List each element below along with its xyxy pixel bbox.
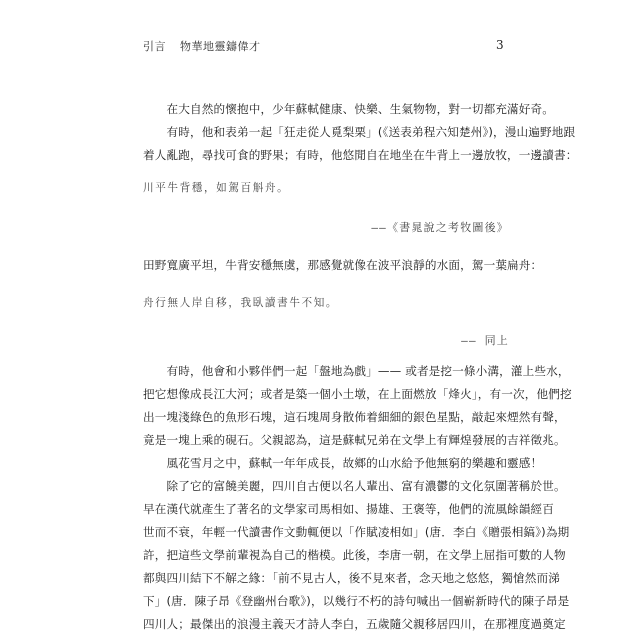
text-line: 出一塊淺綠色的魚形石塊，這石塊周身散佈着細細的銀色星點，敲起來煙然有聲， <box>143 410 566 424</box>
quote-2: 舟行無人岸自移，我臥讀書牛不知。 <box>143 297 339 309</box>
text-line: 有時，他和表弟一起「狂走從人覓梨栗」(《送表弟程六知楚州》)，漫山遍野地跟 <box>143 125 576 139</box>
citation-1: ——《書晁說之考牧圖後》 <box>371 221 509 234</box>
text-line: 下」(唐．陳子昂《登幽州台歌》)，以幾行不朽的詩句喊出一個嶄新時代的陳子昂是 <box>143 594 570 608</box>
text-line: 在大自然的懷抱中，少年蘇軾健康、快樂、生氣物物，對一切都充滿好奇。 <box>143 102 555 116</box>
citation-2: —— 同上 <box>461 334 509 347</box>
text-line: 除了它的富饒美麗，四川自古便以名人輩出、富有濃鬱的文化氛圍著稱於世。 <box>143 479 566 493</box>
text-line: 早在漢代就產生了著名的文學家司馬相如、揚雄、王褒等，他們的流風餘韻經百 <box>143 502 555 516</box>
chapter-title: 物華地靈鑄偉才 <box>180 40 261 53</box>
text-line: 風花雪月之中，蘇軾一年年成長，故鄉的山水給予他無窮的樂趣和靈感！ <box>143 456 543 470</box>
text-line: 都與四川結下不解之緣：「前不見古人，後不見來者，念天地之悠悠，獨愴然而涕 <box>143 571 560 585</box>
quote-1: 川平牛背穩，如駕百斛舟。 <box>143 182 290 194</box>
text-line: 世而不衰，年輕一代讀書作文動輒便以「作賦凌相如」(唐．李白《贈張相鎬》)為期 <box>143 525 570 539</box>
chapter-label: 引言 <box>143 40 166 53</box>
page-number: 3 <box>496 38 504 52</box>
paragraph-block-3 <box>143 360 572 636</box>
text-line: 田野寬廣平坦，牛背安穩無虞，那感覺就像在波平浪靜的水面，駕一葉扁舟： <box>143 258 543 272</box>
paragraph-block-1 <box>143 98 578 167</box>
text-line: 四川人；最傑出的浪漫主義天才詩人李白，五歲隨父親移居四川，在那裡度過奠定 <box>143 617 566 631</box>
text-line: 許，把這些文學前輩視為自己的楷模。此後，李唐一朝，在文學上屈指可數的人物 <box>143 548 566 562</box>
running-header <box>143 38 271 54</box>
text-line: 着人亂跑，尋找可食的野果；有時，他悠閒自在地坐在牛背上一邊放牧，一邊讀書： <box>143 148 578 162</box>
text-line: 把它想像成長江大河；或者是築一個小土墩，在上面燃放「烽火」，有一次，他們挖 <box>143 387 572 401</box>
text-line: 有時，他會和小夥伴們一起「盤地為戲」—— 或者是挖一條小溝，灌上些水， <box>143 364 570 378</box>
paragraph-2 <box>143 254 543 277</box>
text-line: 竟是一塊上乘的硯石。父親認為，這是蘇軾兄弟在文學上有輝煌發展的吉祥徵兆。 <box>143 433 566 447</box>
